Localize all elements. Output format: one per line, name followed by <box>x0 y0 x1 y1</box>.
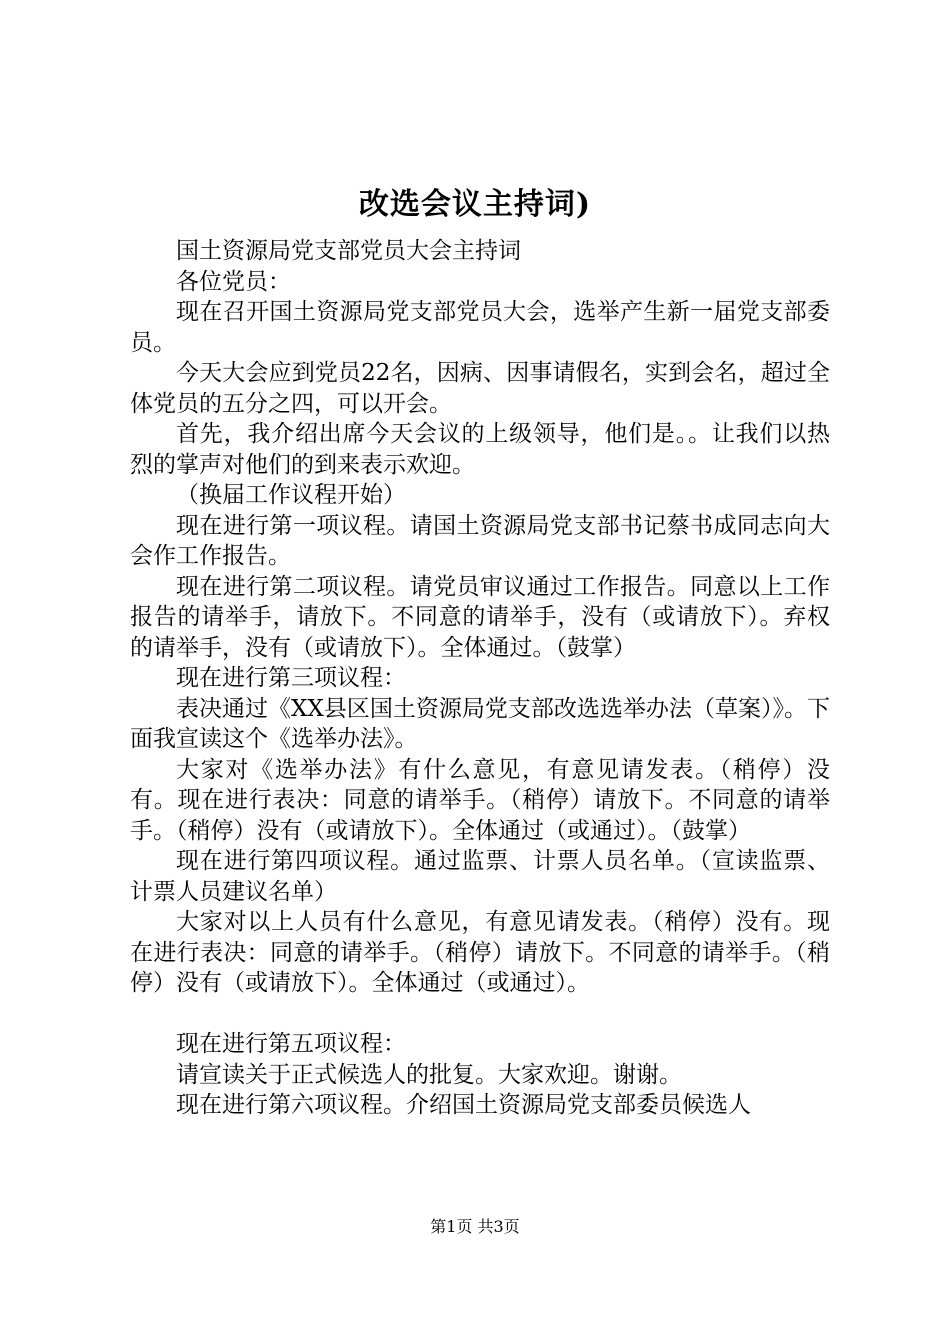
paragraph: 首先，我介绍出席今天会议的上级领导，他们是。。让我们以热烈的掌声对他们的到来表示欢迎。 <box>130 421 830 478</box>
paragraph: 请宣读关于正式候选人的批复。大家欢迎。谢谢。 <box>176 1061 682 1088</box>
page-footer: 第1页 共3页 <box>430 1217 520 1236</box>
paragraph-heading: 国土资源局党支部党员大会主持词 <box>176 238 521 264</box>
document-body <box>130 236 830 1121</box>
paragraph: 现在进行第三项议程： <box>176 665 406 691</box>
paragraph: 现在召开国土资源局党支部党员大会，选举产生新一届党支部委员。 <box>130 299 830 356</box>
paragraph: （换届工作议程开始） <box>176 482 406 508</box>
paragraph-salutation: 各位党员： <box>176 268 291 295</box>
paragraph: 大家对《选举办法》有什么意见，有意见请发表。（稍停）没有。现在进行表决：同意的请举手。（稍停）请放下。不同意的请举手。（稍停）没有（或请放下）。全体通过（或通过）。（鼓掌） <box>130 756 830 844</box>
paragraph: 表决通过《XX县区国土资源局党支部改选选举办法（草案）》。下面我宣读这个《选举办法》。 <box>130 695 830 752</box>
paragraph: 现在进行第二项议程。请党员审议通过工作报告。同意以上工作报告的请举手，请放下。不同意的请举手，没有（或请放下）。弃权的请举手，没有（或请放下）。全体通过。（鼓掌） <box>130 573 830 661</box>
paragraph: 现在进行第一项议程。请国土资源局党支部书记蔡书成同志向大会作工作报告。 <box>130 512 830 569</box>
paragraph: 今天大会应到党员22名，因病、因事请假名，实到会名，超过全体党员的五分之四，可以开会。 <box>130 360 830 417</box>
paragraph: 大家对以上人员有什么意见，有意见请发表。（稍停）没有。现在进行表决：同意的请举手。（稍停）请放下。不同意的请举手。（稍停）没有（或请放下）。全体通过（或通过）。 <box>130 909 830 996</box>
paragraph: 现在进行第五项议程： <box>176 1031 406 1057</box>
document-title: 改选会议主持词) <box>358 187 592 222</box>
paragraph: 现在进行第四项议程。通过监票、计票人员名单。（宣读监票、计票人员建议名单） <box>130 848 830 905</box>
paragraph: 现在进行第六项议程。介绍国土资源局党支部委员候选人 <box>176 1092 751 1118</box>
